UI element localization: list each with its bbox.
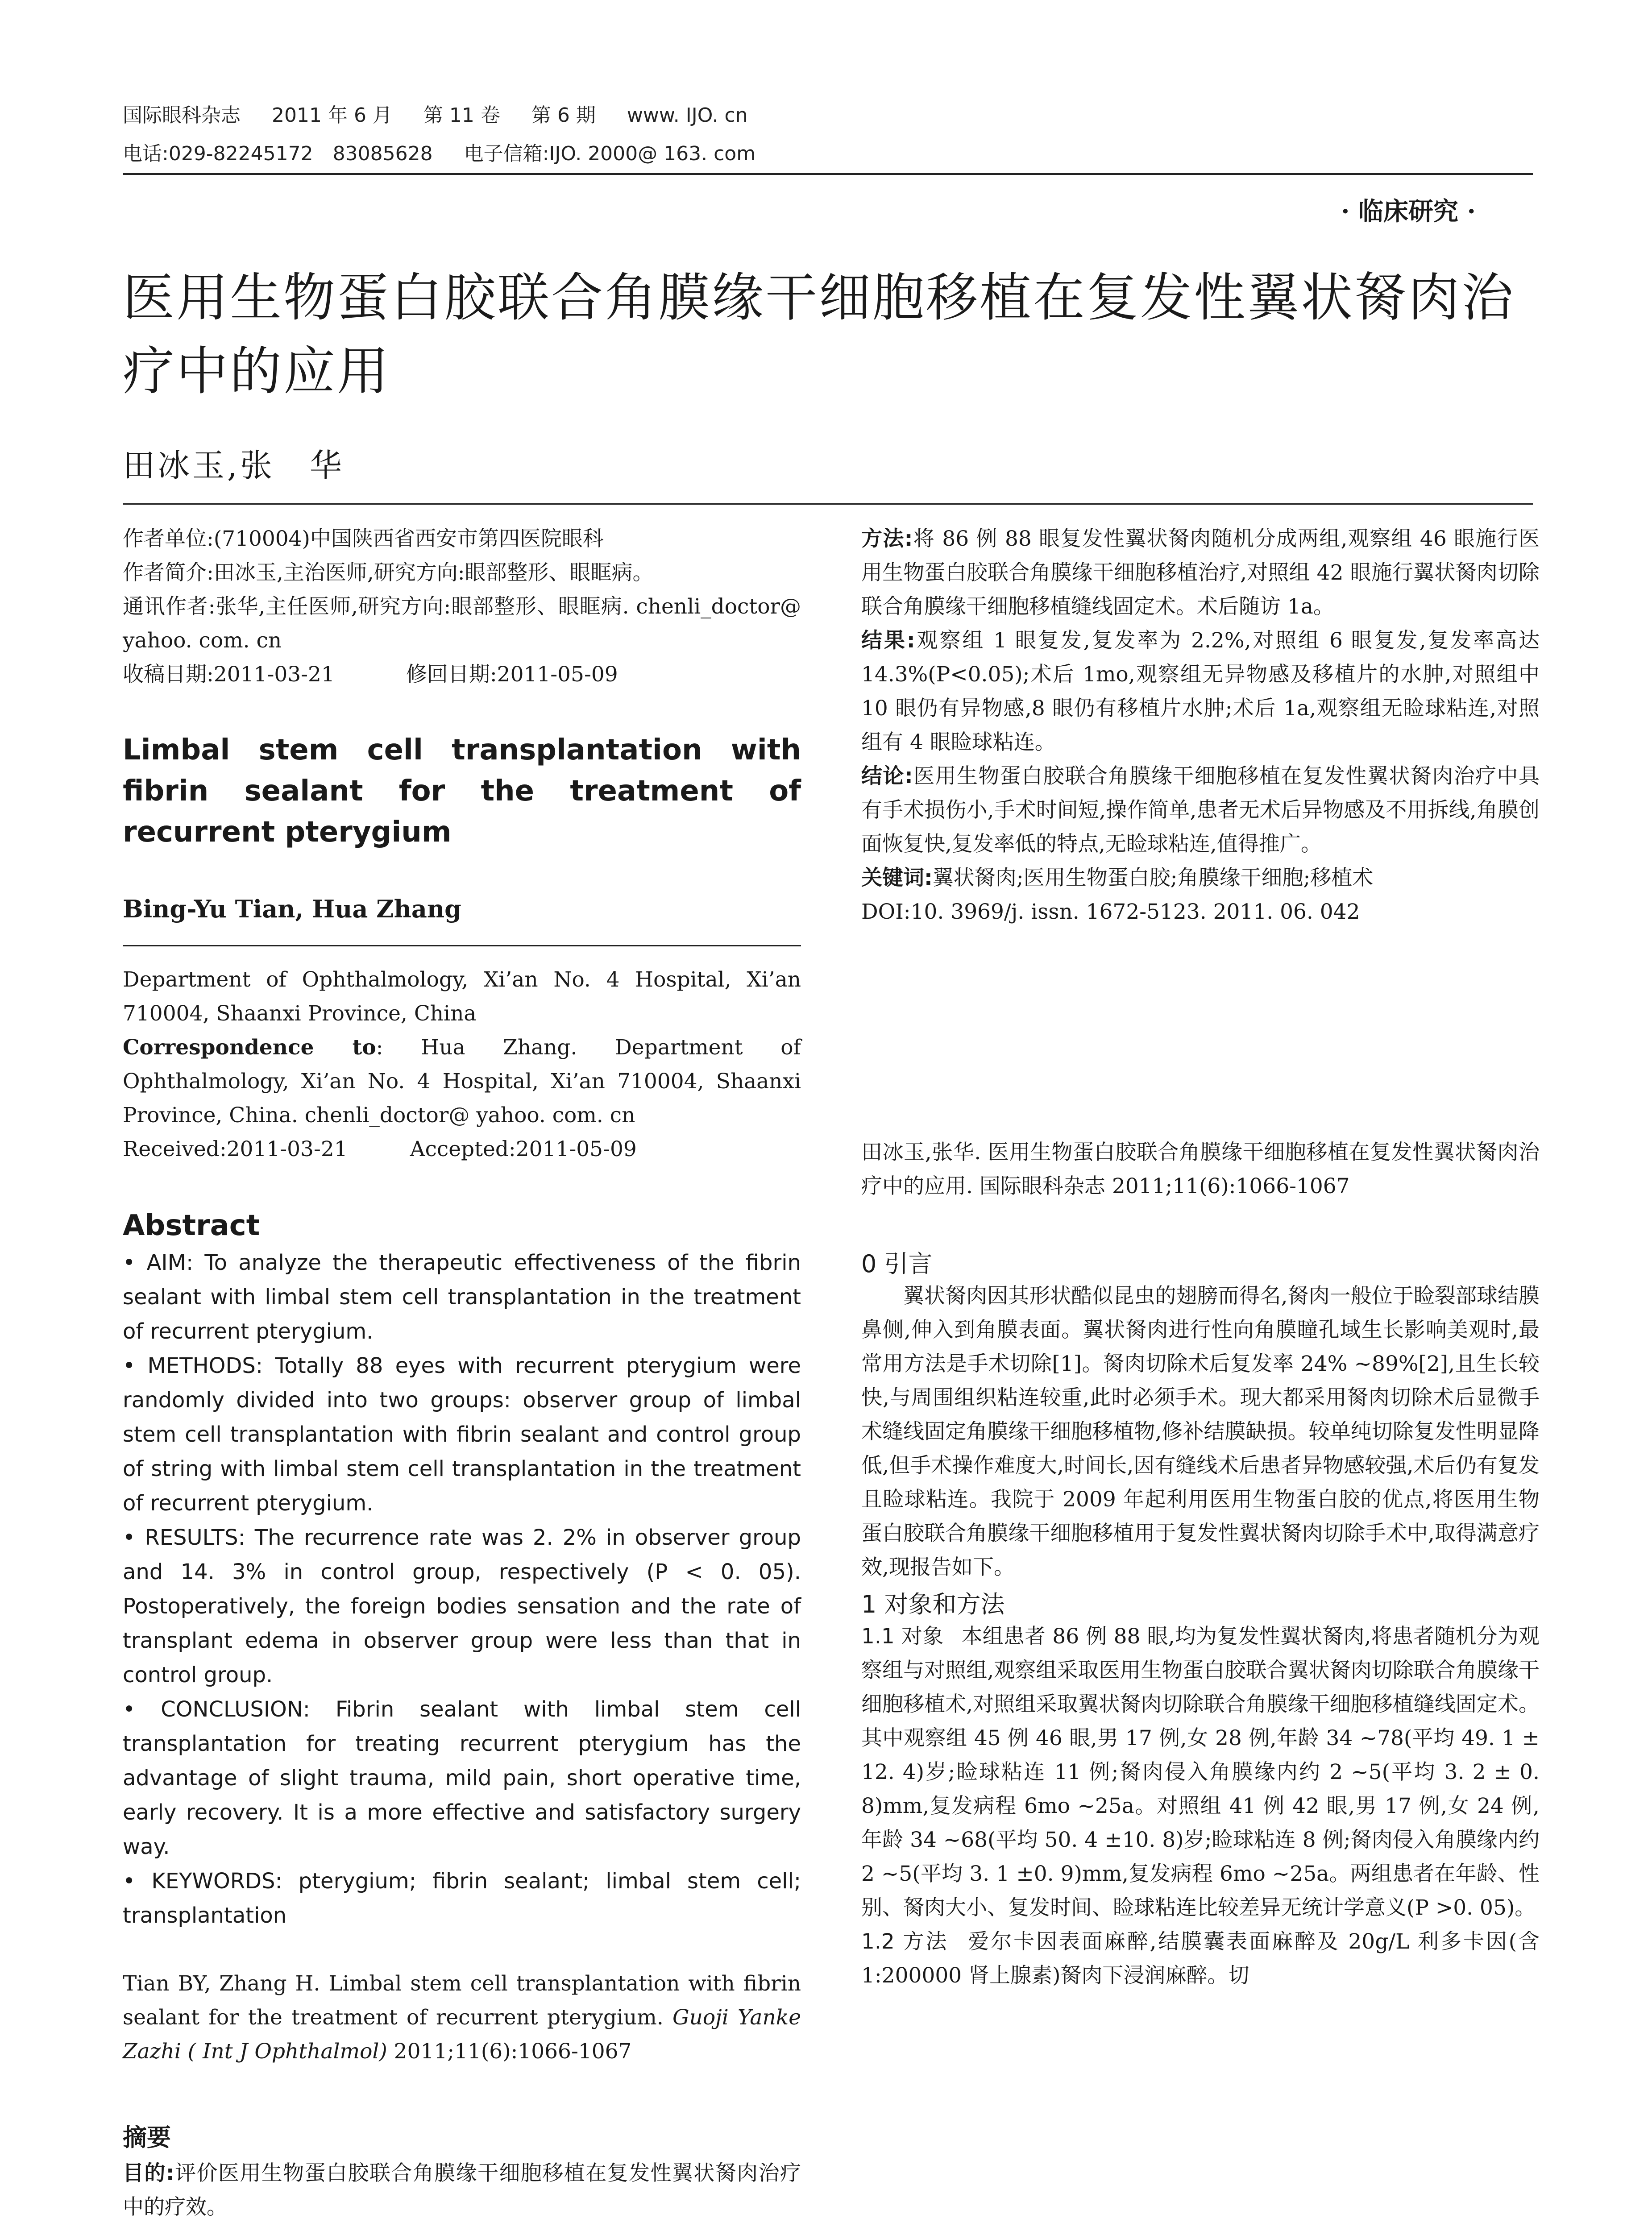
method-paragraph <box>861 1925 1540 1993</box>
received-date-cn: 收稿日期:2011-03-21 <box>123 662 335 687</box>
abstract-conclusion-en: • CONCLUSION: Fibrin sealant with limbal stem cell transplantation for treating recurrent pterygium has the advantage of slight trauma, mild pain, short operative time, early recovery. It is a more effective and satisfactory surgery way. <box>123 1697 801 1859</box>
method-text: 爱尔卡因表面麻醉,结膜囊表面麻醉及 20g/L 利多卡因(含 1:200000 肾上腺素)胬肉下浸润麻醉。切 <box>861 1929 1540 1988</box>
correspondence-cn: 通讯作者:张华,主任医师,研究方向:眼部整形、眼眶病. chenli_doctor@ yahoo. com. cn <box>123 594 801 653</box>
keywords-text-cn: 翼状胬肉;医用生物蛋白胶;角膜缘干细胞;移植术 <box>932 866 1374 890</box>
email: 电子信箱:IJO. 2000@ 163. com <box>464 142 756 165</box>
results-label-cn: 结果: <box>861 628 915 653</box>
affiliation-cn: 作者单位:(710004)中国陕西省西安市第四医院眼科 <box>123 527 604 551</box>
methods-label-cn: 方法: <box>861 527 913 551</box>
website: www. IJO. cn <box>627 104 748 127</box>
phone: 电话:029-82245172 83085628 <box>123 142 433 165</box>
subjects-text: 本组患者 86 例 88 眼,均为复发性翼状胬肉,将患者随机分为观察组与对照组,观察组采取医用生物蛋白胶联合翼状胬肉切除联合角膜缘干细胞移植术,对照组采取翼状胬肉切除联合角膜缘干细胞移植缝线固定术。其中观察组 45 例 46 眼,男 17 例,女 28 例,年龄 34 ~78(平均 49. 1 ± 12. 4)岁;睑球粘连 11 例;胬肉侵入角膜缘内约 2 ~5(平均 3. 2 ± 0. 8)mm,复发病程 6mo ~25a。对照组 41 例 42 眼,男 17 例,女 24 例,年龄 34 ~68(平均 50. 4 ±10. 8)岁;睑球粘连 8 例;胬肉侵入角膜缘内约 2 ~5(平均 3. 1 ±0. 9)mm,复发病程 6mo ~25a。两组患者在年龄、性别、胬肉大小、复发时间、睑球粘连比较差异无统计学意义(P >0. 05)。 <box>861 1624 1540 1920</box>
methods-text-cn: 将 86 例 88 眼复发性翼状胬肉随机分成两组,观察组 46 眼施行医用生物蛋白胶联合角膜缘干细胞移植治疗,对照组 42 眼施行翼状胬肉切除联合角膜缘干细胞移植缝线固定术。术后随访 1a。 <box>861 527 1540 619</box>
dates-en <box>123 1132 801 1166</box>
journal-contact-line <box>123 137 780 166</box>
citation-cn <box>861 1136 1540 1203</box>
abstract-methods-cn <box>861 522 1540 624</box>
article-title-en: Limbal stem cell transplantation with fibrin sealant for the treatment of recurrent pterygium <box>123 734 801 849</box>
abstract-results-en: • RESULTS: The recurrence rate was 2. 2% in observer group and 14. 3% in control group, respectively (P < 0. 05). Postoperatively, the foreign bodies sensation and the rate of transplant edema in observer group were less than that in control group. <box>123 1525 801 1688</box>
correspondence-en <box>123 1031 801 1132</box>
volume: 第 11 卷 <box>423 104 500 127</box>
aim-text-cn: 评价医用生物蛋白胶联合角膜缘干细胞移植在复发性翼状胬肉治疗中的疗效。 <box>123 2161 801 2219</box>
abstract-aim-cn <box>123 2156 801 2224</box>
intro-heading: 0 引言 <box>861 1250 933 1278</box>
received-date-en: Received:2011-03-21 <box>123 1137 348 1161</box>
conclusion-text-cn: 医用生物蛋白胶联合角膜缘干细胞移植在复发性翼状胬肉治疗中具有手术损伤小,手术时间短,操作简单,患者无术后异物感及不用拆线,角膜创面恢复快,复发率低的特点,无睑球粘连,值得推广。 <box>861 764 1540 856</box>
subjects-paragraph <box>861 1620 1540 1925</box>
citation-en-authors: Tian BY, Zhang H. Limbal stem cell transplantation with fibrin sealant for the treatment of recurrent pterygium. <box>123 1971 801 2030</box>
citation-en-journal: Guoji Yanke Zazhi ( Int J Ophthalmol) <box>123 2005 801 2064</box>
keywords-label-cn: 关键词: <box>861 866 933 890</box>
issue: 第 6 期 <box>531 104 596 127</box>
abstract-cn-start <box>123 2119 801 2224</box>
abstract-conclusion-cn <box>861 759 1540 861</box>
abstract-en <box>123 1209 801 1933</box>
authors-rule <box>123 945 801 946</box>
method-label: 1.2 方法 <box>861 1929 949 1954</box>
abstract-heading-en: Abstract <box>123 1209 260 1242</box>
issue-date: 2011 年 6 月 <box>272 104 392 127</box>
abstract-aim-en: • AIM: To analyze the therapeutic effectiveness of the fibrin sealant with limbal stem cell transplantation in the treatment of recurrent pterygium. <box>123 1250 801 1344</box>
department-en: Department of Ophthalmology, Xi’an No. 4 Hospital, Xi’an 710004, Shaanxi Province, China <box>123 967 801 1026</box>
article-body <box>861 1245 1540 1993</box>
abstract-methods-en: • METHODS: Totally 88 eyes with recurrent pterygium were randomly divided into two groups: observer group of limbal stem cell transplantation with fibrin sealant and control group of string with limbal stem cell transplantation in the treatment of recurrent pterygium. <box>123 1353 801 1516</box>
accepted-date-en: Accepted:2011-05-09 <box>410 1137 637 1161</box>
citation-en-volume: 2011;11(6):1066-1067 <box>387 2039 632 2064</box>
abstract-results-cn <box>861 624 1540 759</box>
conclusion-label-cn: 结论: <box>861 764 913 788</box>
author-bio-cn: 作者简介:田冰玉,主治医师,研究方向:眼部整形、眼眶病。 <box>123 560 654 585</box>
citation-en-text <box>123 1967 801 2069</box>
author-info-en <box>123 963 801 1166</box>
journal-name: 国际眼科杂志 <box>123 104 241 127</box>
doi: DOI:10. 3969/j. issn. 1672-5123. 2011. 06. 042 <box>861 900 1360 924</box>
english-authors-block <box>123 895 801 923</box>
correspondence-label-en: Correspondence to <box>123 1035 376 1060</box>
abstract-cn-continued <box>861 522 1540 929</box>
methods-heading: 1 对象和方法 <box>861 1590 1005 1618</box>
abstract-heading-cn: 摘要 <box>123 2123 171 2152</box>
section-tag: · 临床研究 · <box>1341 197 1476 226</box>
correspondence-text-en: : Hua Zhang. Department of Ophthalmology, Xi’an No. 4 Hospital, Xi’an 710004, Shaanxi Province, China. chenli_doctor@ yahoo. com. cn <box>123 1035 801 1128</box>
english-title-block <box>123 730 801 853</box>
dates-cn <box>123 658 801 692</box>
title-rule <box>123 503 1533 505</box>
revised-date-cn: 修回日期:2011-05-09 <box>406 662 618 687</box>
journal-header-line <box>123 99 773 128</box>
authors-en: Bing-Yu Tian, Hua Zhang <box>123 895 461 923</box>
abstract-keywords-cn <box>861 861 1540 895</box>
citation-en <box>123 1967 801 2069</box>
authors-cn: 田冰玉,张 华 <box>123 447 345 484</box>
subjects-label: 1.1 对象 <box>861 1624 944 1649</box>
citation-cn-text: 田冰玉,张华. 医用生物蛋白胶联合角膜缘干细胞移植在复发性翼状胬肉治疗中的应用. 国际眼科杂志 2011;11(6):1066-1067 <box>861 1140 1540 1198</box>
intro-paragraph: 翼状胬肉因其形状酷似昆虫的翅膀而得名,胬肉一般位于睑裂部球结膜鼻侧,伸入到角膜表面。翼状胬肉进行性向角膜瞳孔域生长影响美观时,最常用方法是手术切除[1]。胬肉切除术后复发率 24% ~89%[2],且生长较快,与周围组织粘连较重,此时必须手术。现大都采用胬肉切除术后显微手术缝线固定角膜缘干细胞移植物,修补结膜缺损。较单纯切除复发性明显降低,但手术操作难度大,时间长,因有缝线术后患者异物感较强,术后仍有复发且睑球粘连。我院于 2009 年起利用医用生物蛋白胶的优点,将医用生物蛋白胶联合角膜缘干细胞移植用于复发性翼状胬肉切除手术中,取得满意疗效,现报告如下。 <box>861 1284 1540 1580</box>
article-title-cn: 医用生物蛋白胶联合角膜缘干细胞移植在复发性翼状胬肉治疗中的应用 <box>123 268 1515 402</box>
results-text-cn: 观察组 1 眼复发,复发率为 2.2%,对照组 6 眼复发,复发率高达 14.3%(P<0.05);术后 1mo,观察组无异物感及移植片的水肿,对照组中 10 眼仍有异物感,8 眼仍有移植片水肿;术后 1a,观察组无睑球粘连,对照组有 4 眼睑球粘连。 <box>861 628 1540 755</box>
abstract-keywords-en: • KEYWORDS: pterygium; fibrin sealant; limbal stem cell; transplantation <box>123 1869 801 1928</box>
header-rule <box>123 173 1533 175</box>
aim-label-cn: 目的: <box>123 2161 174 2185</box>
author-info-cn <box>123 522 801 692</box>
